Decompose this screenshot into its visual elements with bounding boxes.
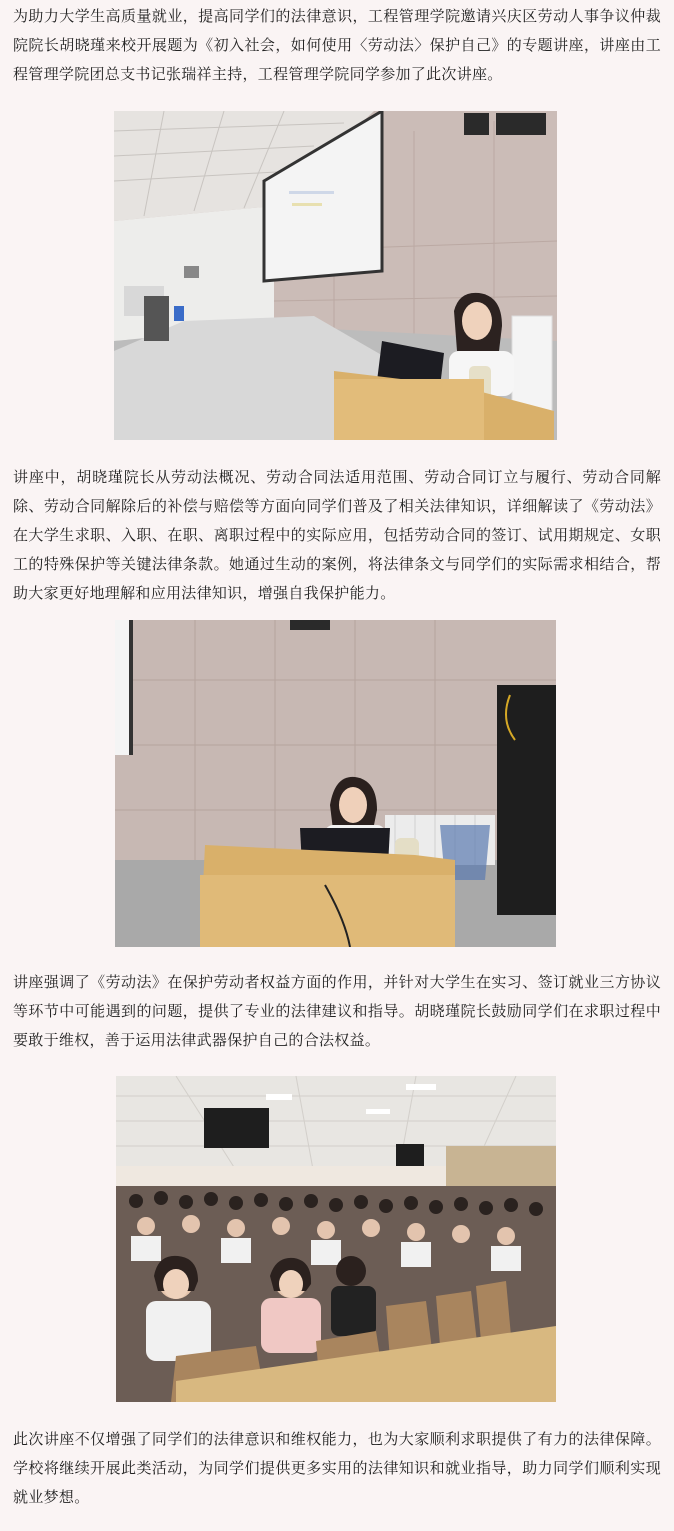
article-paragraph-4: 此次讲座不仅增强了同学们的法律意识和维权能力，也为大家顺利求职提供了有力的法律保障。学校将继续开展此类活动，为同学们提供更多实用的法律知识和就业指导，助力同学们顺利实现就业梦想。 xyxy=(13,1430,661,1506)
lecture-photo-audience xyxy=(116,1076,556,1402)
lecture-photo-speaker-podium xyxy=(114,111,557,440)
article-paragraph-1: 为助力大学生高质量就业，提高同学们的法律意识，工程管理学院邀请兴庆区劳动人事争议仲裁院院长胡晓瑾来校开展题为《初入社会，如何使用〈劳动法〉保护自己》的专题讲座，讲座由工程管理学院团总支书记张瑞祥主持，工程管理学院同学参加了此次讲座。 xyxy=(13,7,661,83)
article-paragraph-2: 讲座中，胡晓瑾院长从劳动法概况、劳动合同法适用范围、劳动合同订立与履行、劳动合同解除、劳动合同解除后的补偿与赔偿等方面向同学们普及了相关法律知识，详细解读了《劳动法》在大学生求职、入职、在职、离职过程中的实际应用，包括劳动合同的签订、试用期规定、女职工的特殊保护等关键法律条款。她通过生动的案例，将法律条文与同学们的实际需求相结合，帮助大家更好地理解和应用法律知识，增强自我保护能力。 xyxy=(13,468,661,602)
article-paragraph-3: 讲座强调了《劳动法》在保护劳动者权益方面的作用，并针对大学生在实习、签订就业三方协议等环节中可能遇到的问题，提供了专业的法律建议和指导。胡晓瑾院长鼓励同学们在求职过程中要敢于维权，善于运用法律武器保护自己的合法权益。 xyxy=(13,973,661,1049)
lecture-photo-speaker-desk xyxy=(115,620,556,947)
